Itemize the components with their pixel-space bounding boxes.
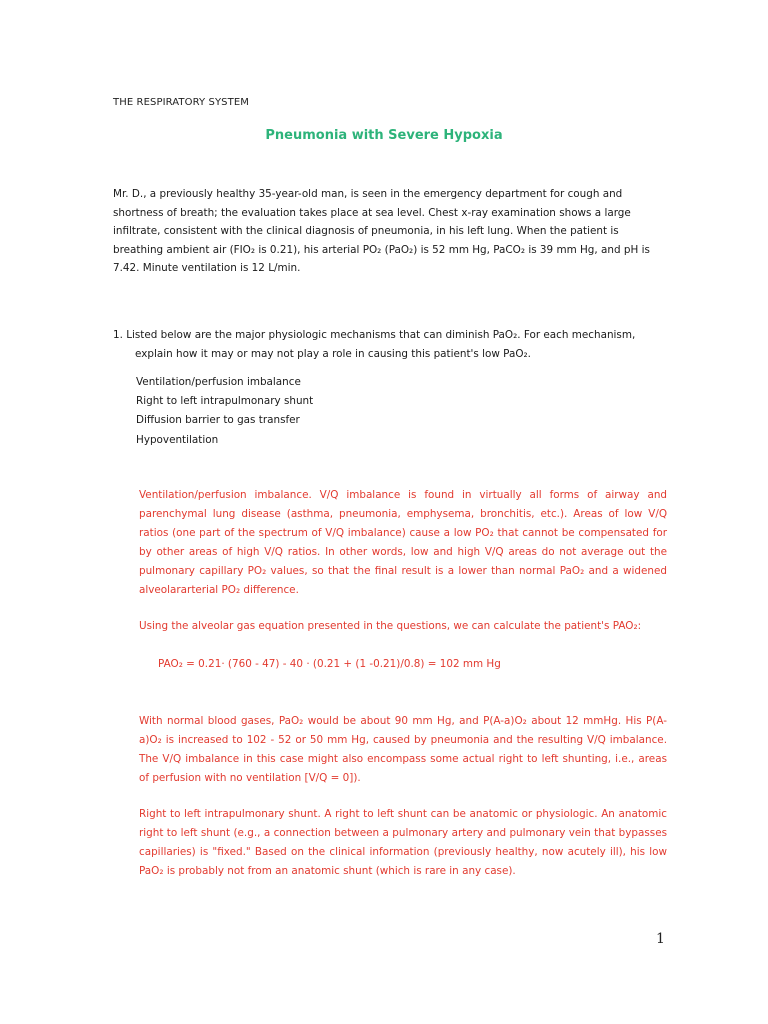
mechanism-list: [136, 373, 313, 450]
question-1-text: 1. Listed below are the major physiologic mechanisms that can diminish PaO₂. For each mechanism, explain how it may or may not play a role in causing this patient's low PaO₂.: [113, 329, 636, 360]
page-title: Pneumonia with Severe Hypoxia: [265, 128, 503, 143]
mechanism-item: Right to left intrapulmonary shunt: [136, 395, 314, 408]
answer-vq-imbalance: Ventilation/perfusion imbalance. V/Q imbalance is found in virtually all forms of airway and parenchymal lung disease (asthma, pneumonia, emphysema, bronchitis, etc.). Areas of low V/Q ratios (one part of the spectrum of V/Q imbalance) cause a low PO₂ that cannot be compensated for by other areas of high V/Q ratios. In other words, low and high V/Q areas do not average out the pulmonary capillary PO₂ values, so that the final result is a lower than normal PaO₂ and a widened alveolararterial PO₂ difference.: [139, 489, 667, 597]
answer-normal-blood-gases: With normal blood gases, PaO₂ would be about 90 mm Hg, and P(A-a)O₂ about 12 mmHg. His P(A-a)O₂ is increased to 102 - 52 or 50 mm Hg, caused by pneumonia and the resulting V/Q imbalance. The V/Q imbalance in this case might also encompass some actual right to left shunting, i.e., areas of perfusion with no ventilation [V/Q = 0]).: [139, 715, 667, 785]
answer-right-to-left-shunt: Right to left intrapulmonary shunt. A right to left shunt can be anatomic or physiologic. An anatomic right to left shunt (e.g., a connection between a pulmonary artery and pulmonary vein that bypasses capillaries) is "fixed." Based on the clinical information (previously healthy, now acutely ill), his low PaO₂ is probably not from an anatomic shunt (which is rare in any case).: [139, 808, 667, 878]
answer-gas-equation-intro: Using the alveolar gas equation presented in the questions, we can calculate the patient's PAO₂:: [139, 620, 642, 632]
question-1: [113, 326, 668, 364]
answer-gas-equation: PAO₂ = 0.21· (760 - 47) - 40 · (0.21 + (1 -0.21)/0.8) = 102 mm Hg: [158, 658, 501, 670]
case-introduction: Mr. D., a previously healthy 35-year-old man, is seen in the emergency department for cough and shortness of breath; the evaluation takes place at sea level. Chest x-ray examination shows a large infiltrate, consistent with the clinical diagnosis of pneumonia, in his left lung. When the patient is breathing ambient air (FIO₂ is 0.21), his arterial PO₂ (PaO₂) is 52 mm Hg, PaCO₂ is 39 mm Hg, and pH is 7.42. Minute ventilation is 12 L/min.: [113, 188, 650, 275]
running-header: THE RESPIRATORY SYSTEM: [113, 97, 249, 108]
page-number: 1: [656, 931, 665, 947]
mechanism-item: Ventilation/perfusion imbalance: [136, 376, 301, 388]
mechanism-item: Diffusion barrier to gas transfer: [136, 414, 300, 427]
mechanism-item: Hypoventilation: [136, 433, 219, 446]
